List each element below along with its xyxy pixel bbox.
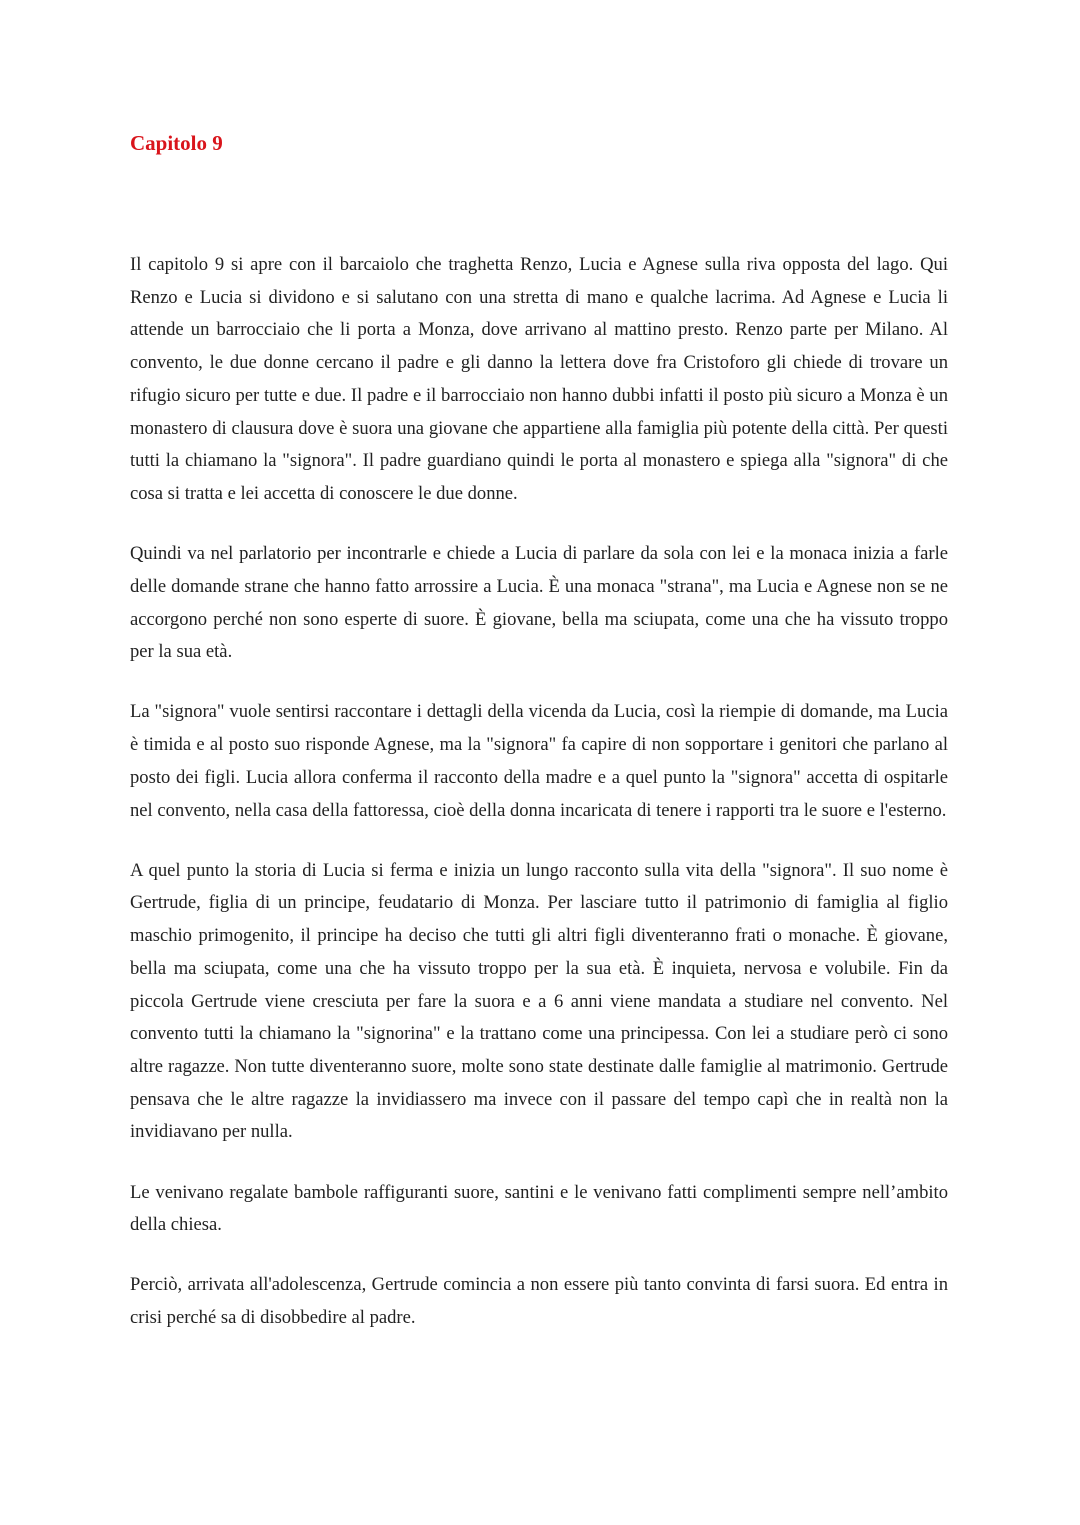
paragraph: Il capitolo 9 si apre con il barcaiolo che traghetta Renzo, Lucia e Agnese sulla riva opposta del lago. Qui Renzo e Lucia si dividono e si salutano con una stretta di mano e qualche lacrima. Ad Agnese e Lucia li attende un barrocciaio che li porta a Monza, dove arrivano al mattino presto. Renzo parte per Milano. Al convento, le due donne cercano il padre e gli danno la lettera dove fra Cristoforo gli chiede di trovare un rifugio sicuro per tutte e due. Il padre e il barrocciaio non hanno dubbi infatti il posto più sicuro a Monza è un monastero di clausura dove è suora una giovane che appartiene alla famiglia più potente della città. Per questi tutti la chiamano la "signora". Il padre guardiano quindi le porta al monastero e spiega alla "signora" di che cosa si tratta e lei accetta di conoscere le due donne.	[130, 254, 948, 504]
paragraph: La "signora" vuole sentirsi raccontare i dettagli della vicenda da Lucia, così la riempie di domande, ma Lucia è timida e al posto suo risponde Agnese, ma la "signora" fa capire di non sopportare i genitori che parlano al posto dei figli. Lucia allora conferma il racconto della madre e a quel punto la "signora" accetta di ospitarle nel convento, nella casa della fattoressa, cioè della donna incaricata di tenere i rapporti tra le suore e l'esterno.	[130, 701, 948, 821]
paragraph: Perciò, arrivata all'adolescenza, Gertrude comincia a non essere più tanto convinta di farsi suora. Ed entra in crisi perché sa di disobbedire al padre.	[130, 1274, 948, 1329]
chapter-title: Capitolo 9	[130, 131, 223, 155]
paragraph: Quindi va nel parlatorio per incontrarle e chiede a Lucia di parlare da sola con lei e la monaca inizia a farle delle domande strane che hanno fatto arrossire a Lucia. È una monaca "strana", ma Lucia e Agnese non se ne accorgono perché non sono esperte di suore. È giovane, bella ma sciupata, come una che ha vissuto troppo per la sua età.	[130, 543, 948, 663]
paragraph: A quel punto la storia di Lucia si ferma e inizia un lungo racconto sulla vita della "signora". Il suo nome è Gertrude, figlia di un principe, feudatario di Monza. Per lasciare tutto il patrimonio di famiglia al figlio maschio primogenito, il principe ha deciso che tutti gli altri figli diventeranno frati o monache. È giovane, bella ma sciupata, come una che ha vissuto troppo per la sua età. È inquieta, nervosa e volubile. Fin da piccola Gertrude viene cresciuta per fare la suora e a 6 anni viene mandata a studiare nel convento. Nel convento tutti la chiamano la "signorina" e la trattano come una principessa. Con lei a studiare però ci sono altre ragazze. Non tutte diventeranno suore, molte sono state destinate dalle famiglie al matrimonio. Gertrude pensava che le altre ragazze la invidiassero ma invece con il passare del tempo capì che in realtà non la invidiavano per nulla.	[130, 859, 948, 1143]
paragraph: Le venivano regalate bambole raffiguranti suore, santini e le venivano fatti complimenti sempre nell’ambito della chiesa.	[130, 1181, 948, 1236]
document-body	[130, 249, 948, 1362]
